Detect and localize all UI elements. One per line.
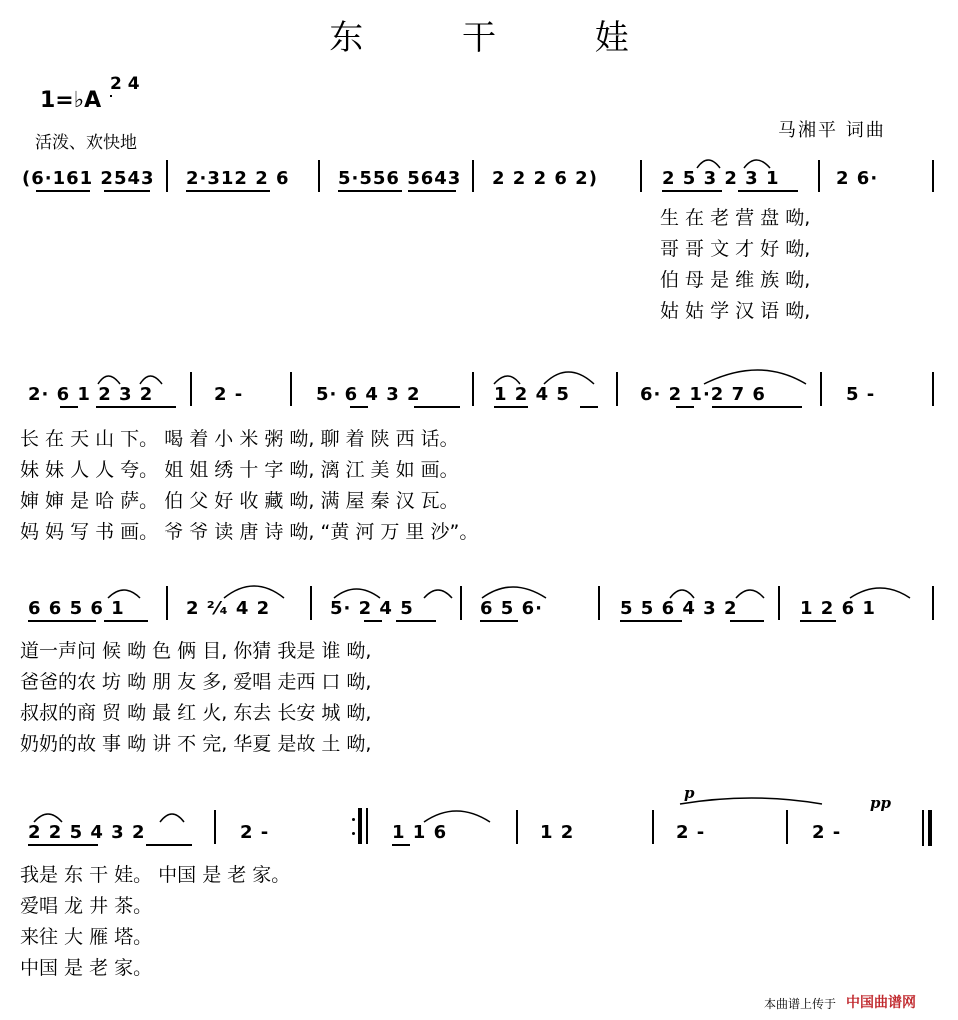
measure-2-2: 2 - <box>214 384 244 405</box>
beam <box>186 190 270 192</box>
barline <box>932 586 934 620</box>
beam <box>350 406 368 408</box>
slur <box>140 376 162 384</box>
barline <box>640 160 642 192</box>
slur <box>544 372 594 384</box>
barline <box>472 160 474 192</box>
beam <box>28 844 98 846</box>
slur <box>108 590 140 598</box>
lyric-line: 婶 婶 是 哈 萨。 伯 父 好 收 藏 呦, 满 屋 秦 汉 瓦。 <box>20 490 459 512</box>
author-credit: 马湘平 词曲 <box>778 120 886 141</box>
lyric-line: 生 在 老 营 盘 呦, <box>660 207 811 229</box>
slur <box>424 590 452 598</box>
beam <box>712 406 802 408</box>
time-signature <box>110 74 140 94</box>
lyric-line: 伯 母 是 维 族 呦, <box>660 269 811 291</box>
slur <box>697 160 720 168</box>
tie <box>680 798 822 804</box>
beam <box>730 620 764 622</box>
beam <box>414 406 460 408</box>
beam <box>408 190 456 192</box>
measure-1-2: 2·312 2 6 <box>186 168 290 189</box>
barline <box>460 586 462 620</box>
slur <box>160 814 184 822</box>
site-logo[interactable]: 中国曲谱网 <box>846 995 916 1011</box>
measure-2-3: 5· 6 4 3 2 <box>316 384 421 405</box>
beam <box>364 620 382 622</box>
beam <box>800 620 836 622</box>
time-signature-bottom: 4 <box>127 74 140 94</box>
dynamic-p: p <box>684 784 695 802</box>
beam <box>392 844 410 846</box>
beam <box>676 406 694 408</box>
slur <box>736 590 764 598</box>
final-barline-thick <box>928 810 932 846</box>
barline <box>652 810 654 844</box>
lyric-line: 我是 东 干 娃。 中国 是 老 家。 <box>20 864 291 886</box>
beam <box>60 406 78 408</box>
slur <box>670 590 694 598</box>
barline <box>166 160 168 192</box>
barline <box>786 810 788 844</box>
beam <box>338 190 402 192</box>
lyric-line: 爸爸的农 坊 呦 朋 友 多, 爱唱 走西 口 呦, <box>20 671 372 693</box>
measure-1-1: (6·161 2543 <box>22 168 155 189</box>
tempo-marking: 活泼、欢快地 <box>35 133 137 153</box>
beam <box>104 620 148 622</box>
measure-4-6: 2 - <box>812 822 842 843</box>
lyric-line: 来往 大 雁 塔。 <box>20 926 153 948</box>
barline <box>932 372 934 406</box>
beam <box>36 190 90 192</box>
barline <box>818 160 820 192</box>
measure-1-3: 5·556 5643 <box>338 168 462 189</box>
slur <box>334 589 380 598</box>
slur <box>744 160 770 168</box>
lyric-line: 姑 姑 学 汉 语 呦, <box>660 300 811 322</box>
slur <box>424 811 490 822</box>
beam <box>28 620 96 622</box>
measure-4-4: 1 2 <box>540 822 575 843</box>
beam <box>662 190 722 192</box>
dynamic-pp: pp <box>870 794 891 812</box>
barline <box>778 586 780 620</box>
slur <box>98 376 120 384</box>
upload-note: 本曲谱上传于 <box>764 997 837 1011</box>
slur <box>704 370 806 384</box>
measure-2-4: 1 2 4 5 <box>494 384 570 405</box>
final-barline-thin <box>922 810 924 846</box>
measure-2-1: 2· 6 1 2 3 2 <box>28 384 154 405</box>
beam <box>738 190 798 192</box>
slur <box>494 376 520 384</box>
barline <box>318 160 320 192</box>
lyric-line: 长 在 天 山 下。 喝 着 小 米 粥 呦, 聊 着 陕 西 话。 <box>20 428 459 450</box>
beam <box>396 620 436 622</box>
lyric-line: 叔叔的商 贸 呦 最 红 火, 东去 长安 城 呦, <box>20 702 372 724</box>
lyric-line: 哥 哥 文 才 好 呦, <box>660 238 811 260</box>
beam <box>104 190 150 192</box>
barline <box>214 810 216 844</box>
beam <box>96 406 176 408</box>
beam <box>580 406 598 408</box>
measure-3-6: 1 2 6 1 <box>800 598 876 619</box>
barline <box>598 586 600 620</box>
repeat-dot <box>352 818 355 821</box>
repeat-barline <box>358 808 362 844</box>
lyric-line: 道一声问 候 呦 色 俩 目, 你猜 我是 谁 呦, <box>20 640 372 662</box>
beam <box>146 844 192 846</box>
slur <box>34 814 62 822</box>
lyric-line: 妹 妹 人 人 夸。 姐 姐 绣 十 字 呦, 漓 江 美 如 画。 <box>20 459 459 481</box>
measure-2-5: 6· 2 1·2 7 6 <box>640 384 766 405</box>
measure-2-6: 5 - <box>846 384 876 405</box>
measure-4-2: 2 - <box>240 822 270 843</box>
repeat-dot <box>352 832 355 835</box>
measure-3-5: 5 5 6 4 3 2 <box>620 598 738 619</box>
song-title: 东 干 娃 <box>329 18 673 58</box>
beam <box>480 620 518 622</box>
measure-3-2: 2 ²⁄₄ 4 2 <box>186 598 271 619</box>
measure-4-3: 1 1 6 <box>392 822 448 843</box>
lyric-line: 妈 妈 写 书 画。 爷 爷 读 唐 诗 呦, “黄 河 万 里 沙”。 <box>20 521 479 543</box>
barline <box>166 586 168 620</box>
measure-4-5: 2 - <box>676 822 706 843</box>
measure-3-1: 6 6 5 6 1 <box>28 598 125 619</box>
slur <box>224 586 284 598</box>
barline <box>932 160 934 192</box>
measure-3-3: 5· 2 4 5 <box>330 598 414 619</box>
lyric-line: 爱唱 龙 井 茶。 <box>20 895 153 917</box>
measure-1-4: 2 2 2 6 2) <box>492 168 598 189</box>
lyric-line: 奶奶的故 事 呦 讲 不 完, 华夏 是故 土 呦, <box>20 733 372 755</box>
measure-1-6: 2 6· <box>836 168 879 189</box>
barline <box>190 372 192 406</box>
time-signature-top: 2 <box>110 74 122 94</box>
measure-3-4: 6 5 6· <box>480 598 543 619</box>
beam <box>620 620 682 622</box>
barline <box>516 810 518 844</box>
repeat-barline <box>366 808 368 844</box>
key-signature: 1=♭A <box>40 88 102 113</box>
barline <box>290 372 292 406</box>
barline <box>616 372 618 406</box>
beam <box>494 406 528 408</box>
measure-4-1: 2 2 5 4 3 2 <box>28 822 146 843</box>
barline <box>820 372 822 406</box>
slur <box>850 588 910 598</box>
measure-1-5: 2 5 3 2 3 1 <box>662 168 780 189</box>
lyric-line: 中国 是 老 家。 <box>20 957 153 979</box>
slur <box>482 587 546 598</box>
barline <box>310 586 312 620</box>
barline <box>472 372 474 406</box>
